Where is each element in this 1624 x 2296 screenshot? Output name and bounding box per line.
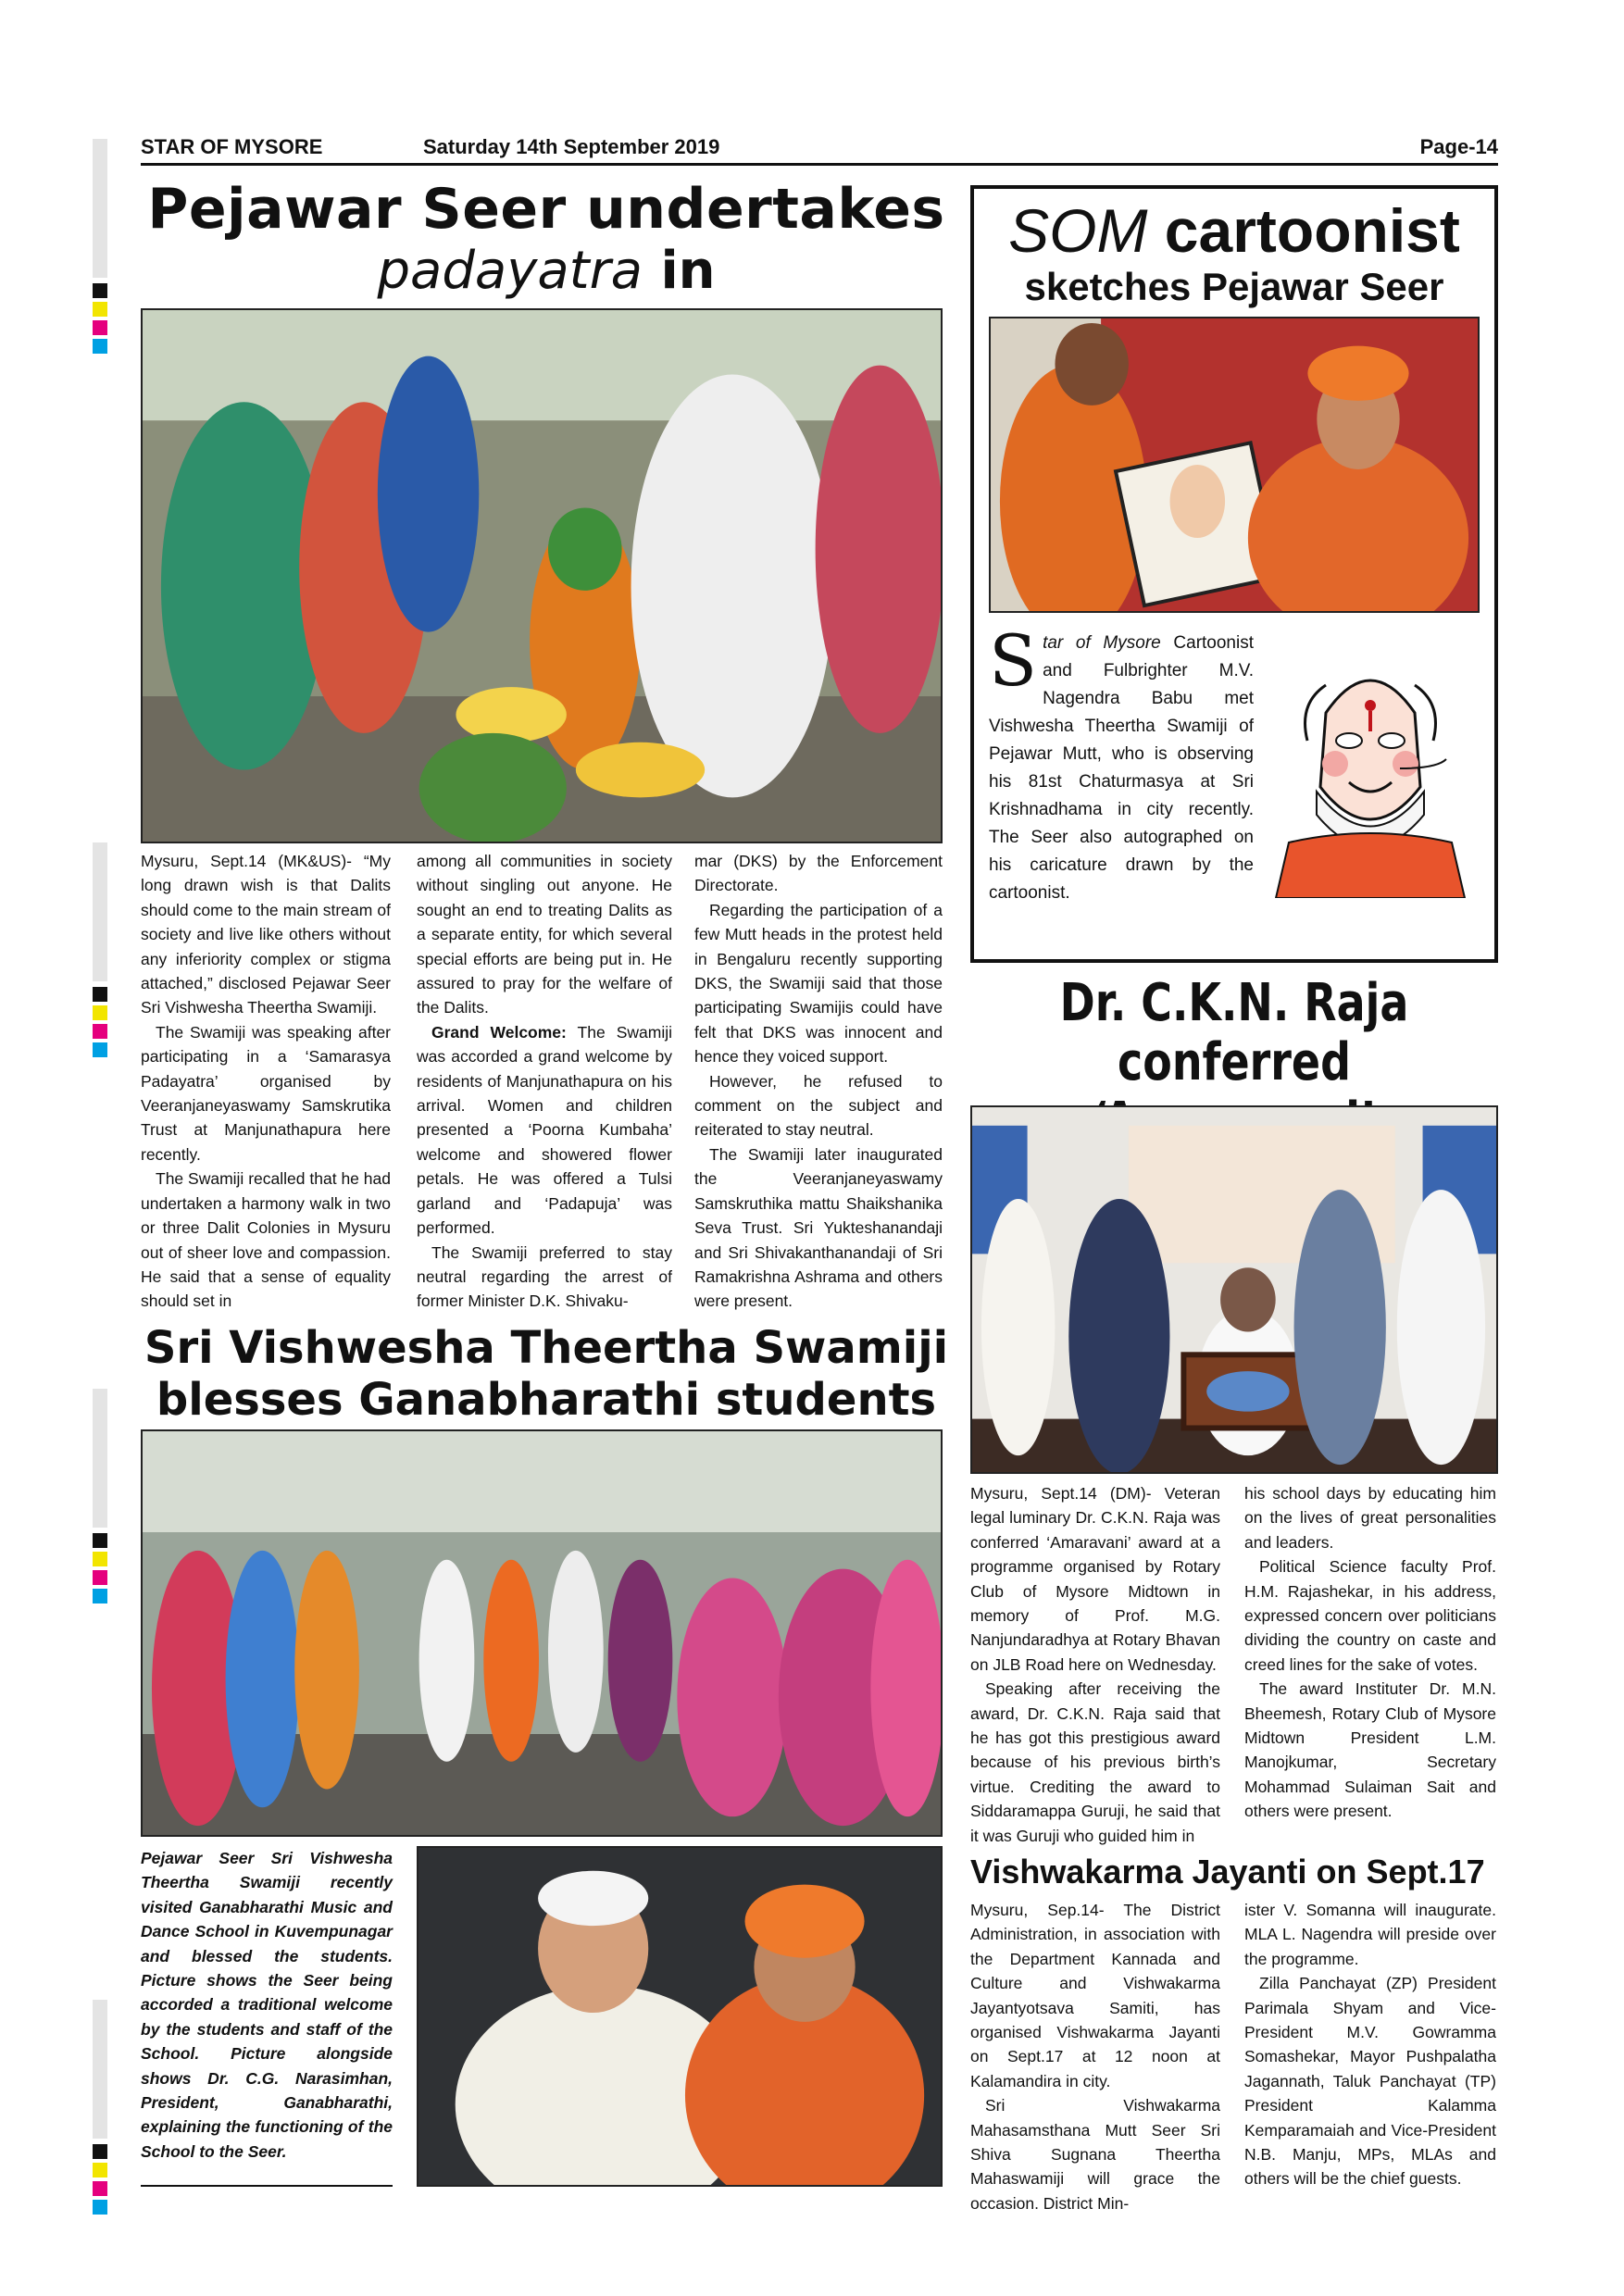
story1-paragraph: The Swamiji preferred to stay neutral regarding the arrest of former Minister D.K. Shivaku- — [417, 1242, 672, 1311]
award-column-1 — [970, 1481, 1220, 1848]
registration-mark — [93, 139, 107, 354]
page-number: Page-14 — [1419, 135, 1498, 158]
cartoonist-box — [970, 185, 1498, 963]
award-headline: Dr. C.K.N. Raja conferred — [1059, 973, 1409, 1092]
vishwakarma-headline: Vishwakarma Jayanti on Sept.17 — [970, 1853, 1485, 1890]
award-paragraph: his school days by educating him on the lives of great personalities and leaders. — [1244, 1484, 1496, 1552]
cartoonist-photo — [989, 317, 1480, 613]
padayatra-photo — [141, 308, 943, 843]
cartoonist-subheadline: sketches Pejawar Seer — [1024, 265, 1444, 308]
registration-mark — [93, 2000, 107, 2215]
story1-paragraph: Regarding the participation of a few Mutt heads in the protest held in Bengaluru recently supporting DKS, the Swamiji said that those participating Swamijis could have felt that DKS was innocent and hence they voiced support. — [694, 900, 943, 1067]
story1-headline: Pejawar Seer undertakes — [147, 177, 945, 242]
caption-rule — [141, 2185, 393, 2187]
dropcap: S — [989, 619, 1038, 702]
ganabharathi-subheadline: blesses Ganabharathi students — [156, 1374, 937, 1426]
story1-paragraph: The Swamiji recalled that he had undertaken a harmony walk in two or three Dalit Colonies in Mysuru out of sheer love and compassion. He said that a sense of equality should set in — [141, 1169, 391, 1311]
award-paragraph: Political Science faculty Prof. H.M. Rajashekar, in his address, expressed concern over politicians dividing the country on caste and creed lines for the sake of votes. — [1244, 1557, 1496, 1674]
story1-paragraph: among all communities in society without singling out anyone. He sought an end to treating Dalits as a separate entity, for which several special efforts are being put in. He assured to pray for the welfare of the Dalits. — [417, 852, 672, 1017]
vishwakarma-column-2 — [1244, 1898, 1496, 2191]
story1-column-3 — [694, 849, 943, 1314]
page-header — [141, 131, 1498, 165]
story1-paragraph: The Swamiji later inaugurated the Veeranjaneyaswamy Samskruthika mattu Shaikshanika Seva Trust. Sri Yukteshanandaji and Sri Shivakanthanandaji of Sri Ramakrishna Ashrama and others were present. — [694, 1144, 943, 1311]
cartoonist-text: Star of Mysore Cartoonist and Fulbrighter M.V. Nagendra Babu met Vishwesha Theertha Swamiji of Pejawar Mutt, who is observing his 81st Chaturmasya at Sri Krishnadhama in city recently. The Seer also autographed on his caricature drawn by the cartoonist. — [989, 619, 1254, 903]
ganabharathi-seer-photo — [417, 1846, 943, 2187]
ganabharathi-headline: Sri Vishwesha Theertha Swamiji — [144, 1322, 949, 1374]
award-paragraph: The award Instituter Dr. M.N. Bheemesh, Rotary Club of Mysore Midtown President L.M. Manojkumar, Secretary Mohammad Sulaiman Sait and others were present. — [1244, 1679, 1496, 1821]
caricature-drawing — [1261, 630, 1480, 898]
story1-column-2 — [417, 849, 672, 1314]
story1-column-1 — [141, 849, 391, 1314]
award-paragraph: Mysuru, Sept.14 (DM)- Veteran legal luminary Dr. C.K.N. Raja was conferred ‘Amaravani’ award at a programme organised by Rotary Club of Mysore Midtown in memory of Prof. M.G. Nanjundaradhya at Rotary Bhavan on JLB Road here on Wednesday. — [970, 1484, 1220, 1674]
registration-mark — [93, 1389, 107, 1603]
ganabharathi-caption: Pejawar Seer Sri Vishwesha Theertha Swamiji recently visited Ganabharathi Music and Dance School in Kuvempunagar and blessed the students. Picture shows the Seer being accorded a traditional welcome by the students and staff of the School. Picture alongside shows Dr. C.G. Narasimhan, President, Ganabharathi, explaining the functioning of the School to the Seer. — [141, 1849, 393, 2161]
award-photo — [970, 1105, 1498, 1474]
subhead-grand-welcome: Grand Welcome: — [431, 1022, 567, 1042]
ganabharathi-welcome-photo — [141, 1429, 943, 1837]
story1-paragraph: The Swamiji was speaking after participating in a ‘Samarasya Padayatra’ organised by Veeranjaneyaswamy Samskrutika Trust at Manjunathapura here recently. — [141, 1022, 391, 1164]
award-headline-wrap — [970, 974, 1498, 1094]
vishwakarma-column-1 — [970, 1898, 1220, 2215]
paper-name: STAR OF MYSORE — [141, 135, 323, 158]
vishwakarma-paragraph: Zilla Panchayat (ZP) President Parimala Shyam and Vice-President M.V. Gowramma Somashekar, Mayor Pushpalatha Jagannath, Taluk Panchayat (TP) President Kalamma Kemparamaiah and Vice-President N.B. Manju, MPs, MLAs and others will be the chief guests. — [1244, 1974, 1496, 2189]
story1-paragraph: However, he refused to comment on the subject and reiterated to stay neutral. — [694, 1071, 943, 1140]
story1-subheadline: padayatra in — [377, 241, 716, 301]
award-paragraph: Speaking after receiving the award, Dr. C.K.N. Raja said that he has got this prestigious award because of his previous birth’s virtue. Crediting the award to Siddaramappa Guruji, he said that it was Guruji who guided him in — [970, 1679, 1220, 1845]
registration-mark — [93, 842, 107, 1057]
issue-date: Saturday 14th September 2019 — [423, 135, 720, 158]
vishwakarma-paragraph: Mysuru, Sep.14- The District Administration, in association with the Department Kannada and Culture and Vishwakarma Jayantyotsava Samiti, has organised Vishwakarma Jayanti on Sept.17 at 12 noon at Kalamandira in city. — [970, 1901, 1220, 2090]
award-column-2 — [1244, 1481, 1496, 1824]
story1-paragraph: Grand Welcome: The Swamiji was accorded a grand welcome by residents of Manjunathapura on his arrival. Women and children presented a ‘Poorna Kumbaha’ welcome and showered flower petals. He was offered a Tulsi garland and ‘Padapuja’ was performed. — [417, 1022, 672, 1238]
vishwakarma-paragraph: Sri Vishwakarma Mahasamsthana Mutt Seer Sri Shiva Sugnana Theertha Mahaswamiji will grace the occasion. District Min- — [970, 2096, 1220, 2213]
header-rule — [141, 163, 1498, 166]
story1-paragraph: mar (DKS) by the Enforcement Directorate. — [694, 852, 943, 895]
cartoonist-headline: SOM cartoonist — [1008, 196, 1460, 265]
story1-paragraph: Mysuru, Sept.14 (MK&US)- “My long drawn wish is that Dalits should come to the main stream of society and live like others without any inferiority complex or stigma attached,” disclosed Pejawar Seer Sri Vishwesha Theertha Swamiji. — [141, 852, 391, 1017]
vishwakarma-paragraph: ister V. Somanna will inaugurate. MLA L. Nagendra will preside over the programme. — [1244, 1901, 1496, 1968]
